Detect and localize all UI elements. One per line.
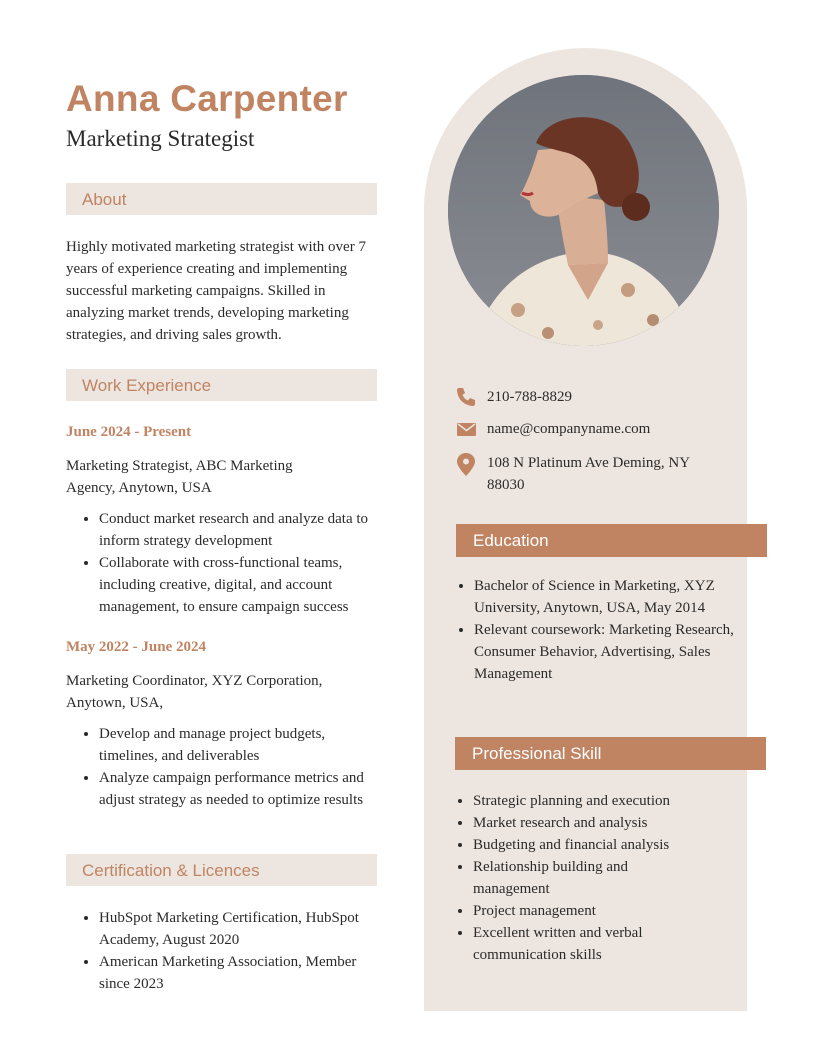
skill-item: • Budgeting and financial analysis [473,834,705,856]
education-item: • Relevant coursework: Marketing Research, Consumer Behavior, Advertising, Sales Management [474,619,736,685]
job-bullet: • Analyze campaign performance metrics and adjust strategy as needed to optimize results [99,767,384,811]
email-text: name@companyname.com [487,421,651,437]
certification-item: • American Marketing Association, Member since 2023 [99,951,384,995]
envelope-icon [455,418,477,440]
certification-list [66,907,384,995]
professional-skill-heading: Professional Skill [455,737,766,770]
education-item: • Bachelor of Science in Marketing, XYZ University, Anytown, USA, May 2014 [474,575,736,619]
job-bullet: • Develop and manage project budgets, timelines, and deliverables [99,723,384,767]
job-position: Marketing Coordinator, XYZ Corporation, Anytown, USA, [66,673,323,711]
skill-item: • Excellent written and verbal communication skills [473,922,705,966]
work-experience-heading: Work Experience [66,369,377,401]
job-dates: June 2024 - Present [66,424,192,440]
education-heading: Education [456,524,767,557]
job-dates: May 2022 - June 2024 [66,639,206,655]
phone-icon [455,386,477,408]
skill-item: • Project management [473,900,705,922]
resume-name: Anna Carpenter [66,78,348,119]
about-text: Highly motivated marketing strategist with over 7 years of experience creating and implementing successful marketing campaigns. Skilled in analyzing market trends, developing marketing strategies, and driving sales growth. [66,239,366,343]
job-bullets [66,723,384,811]
phone-text: 210-788-8829 [487,389,572,405]
profile-photo [448,75,719,346]
education-list [441,575,736,685]
skill-item: • Market research and analysis [473,812,705,834]
resume-title: Marketing Strategist [66,126,255,151]
about-heading: About [66,183,377,215]
job-bullet: • Conduct market research and analyze data to inform strategy development [99,508,384,552]
skills-list [440,790,705,966]
skill-item: • Strategic planning and execution [473,790,705,812]
job-bullet: • Collaborate with cross-functional teams, including creative, digital, and account management, to ensure campaign success [99,552,384,618]
skill-item: • Relationship building and management [473,856,705,900]
map-pin-icon [455,452,477,474]
address-text: 108 N Platinum Ave Deming, NY 88030 [487,455,690,493]
certifications-heading: Certification & Licences [66,854,377,886]
certification-item: • HubSpot Marketing Certification, HubSpot Academy, August 2020 [99,907,384,951]
profile-photo-image [448,75,719,346]
job-bullets [66,508,384,618]
job-position: Marketing Strategist, ABC Marketing Agency, Anytown, USA [66,458,293,496]
